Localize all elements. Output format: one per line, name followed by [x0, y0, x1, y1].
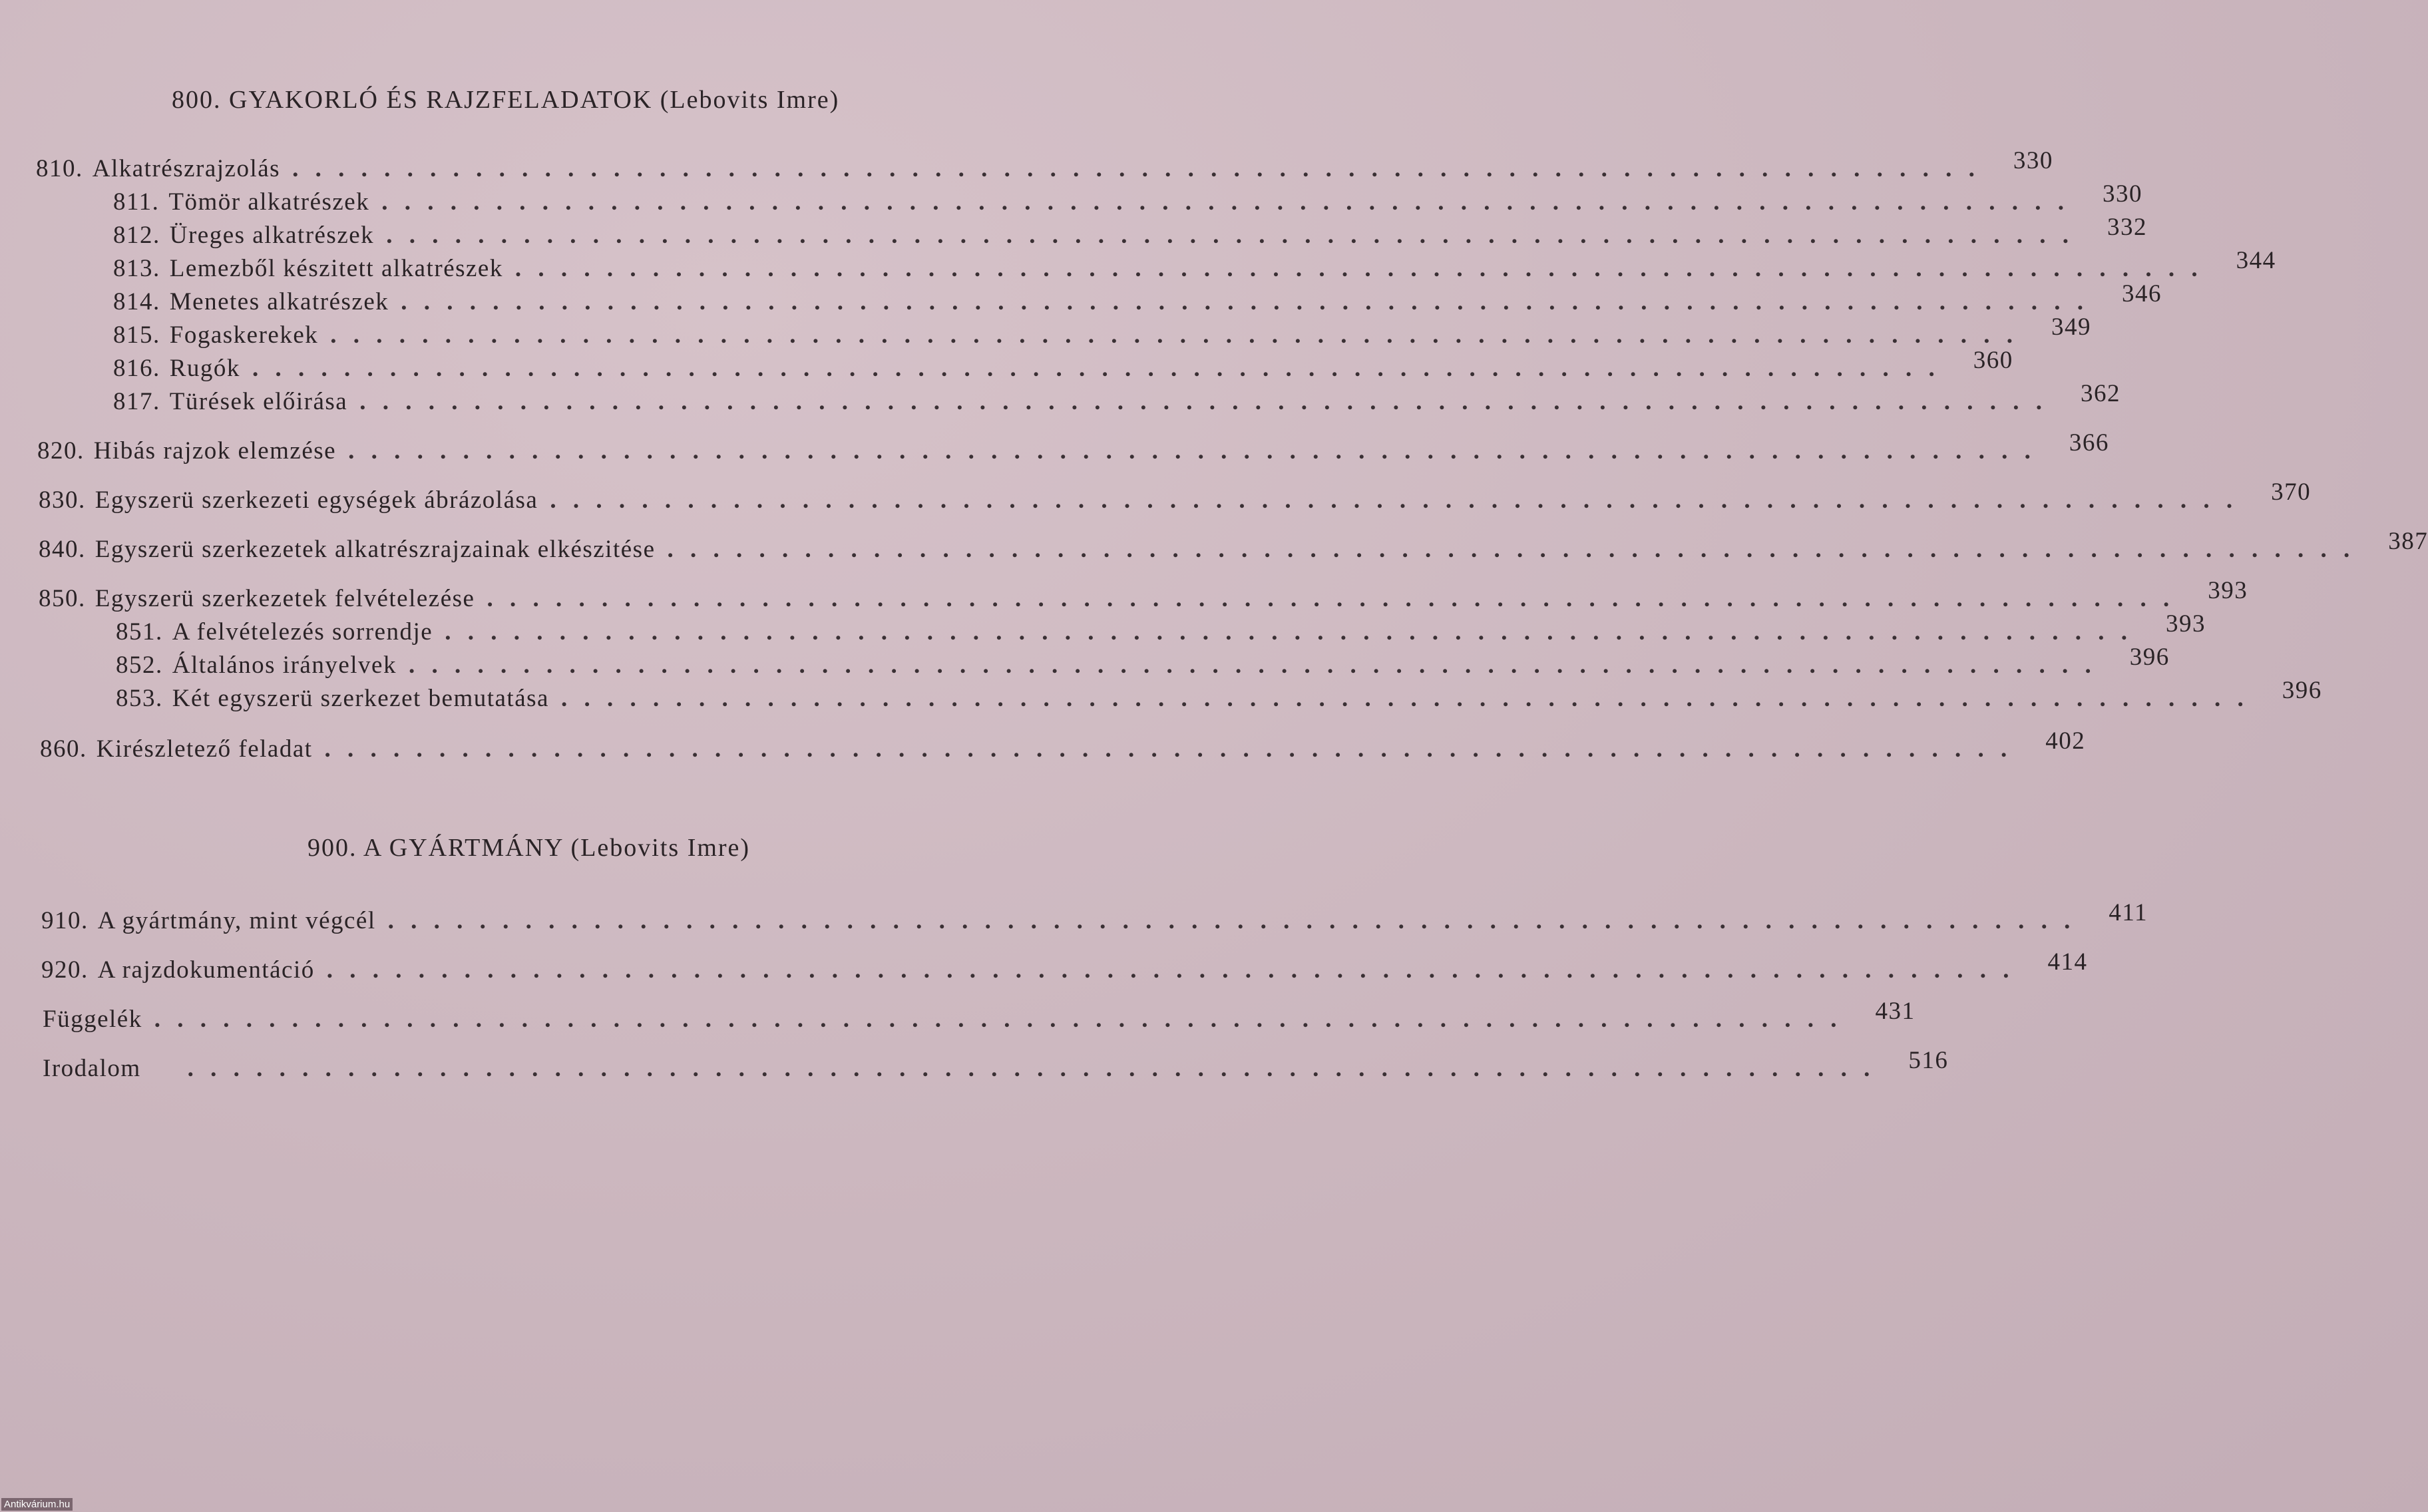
entry-number: 810. — [36, 155, 83, 182]
toc-entry — [37, 429, 2109, 465]
entry-number: 830. — [39, 486, 86, 514]
toc-entry — [39, 528, 2428, 564]
entry-number: 820. — [37, 437, 85, 465]
entry-page: 393 — [2208, 577, 2248, 604]
entry-title: Hibás rajzok elemzése — [93, 437, 337, 465]
entry-title: A gyártmány, mint végcél — [97, 907, 376, 934]
toc-entry — [113, 247, 2276, 283]
entry-title: Menetes alkatrészek — [169, 288, 389, 315]
entry-title: Irodalom — [43, 1055, 141, 1082]
toc-entry — [116, 644, 2170, 679]
entry-number: 853. — [116, 685, 163, 712]
toc-entry — [113, 380, 2121, 416]
entry-number: 860. — [40, 735, 87, 763]
entry-number: 851. — [116, 618, 163, 646]
toc-entry — [43, 1047, 1949, 1083]
entry-title: Egyszerü szerkezetek felvételezése — [95, 585, 475, 612]
dot-leader: . . . . . . . . . . . . . . . . . . . . . . . . . . . . . . . . . . . . . . . . . . . . . . . . . . . . . . . . . . . . . . . . . . . . . . . . . . — [154, 1006, 1842, 1033]
dot-leader: . . . . . . . . . . . . . . . . . . . . . . . . . . . . . . . . . . . . . . . . . . . . . . . . . . . . . . . . . . . . . . . . . . . . . . . . . . — [560, 685, 2249, 712]
entry-number: 850. — [39, 585, 86, 612]
entry-title: Fogaskerekek — [169, 321, 319, 349]
dot-leader: . . . . . . . . . . . . . . . . . . . . . . . . . . . . . . . . . . . . . . . . . . . . . . . . . . . . . . . . . . . . . . . . . . . . . . . . . . — [445, 618, 2132, 646]
dot-leader: . . . . . . . . . . . . . . . . . . . . . . . . . . . . . . . . . . . . . . . . . . . . . . . . . . . . . . . . . . . . . . . . . . . . . . . . . . — [187, 1055, 1876, 1082]
entry-page: 330 — [2013, 147, 2053, 174]
entry-page: 344 — [2236, 247, 2276, 274]
toc-entry — [113, 313, 2091, 349]
dot-leader: . . . . . . . . . . . . . . . . . . . . . . . . . . . . . . . . . . . . . . . . . . . . . . . . . . . . . . . . . . . . . . . . . . . . . . . . . . — [387, 907, 2076, 934]
toc-entry — [36, 147, 2053, 183]
entry-page: 330 — [2102, 180, 2142, 208]
entry-page: 431 — [1875, 998, 1916, 1025]
toc-entry — [116, 677, 2322, 713]
entry-title: A felvételezés sorrendje — [172, 618, 433, 646]
toc-entry — [116, 610, 2206, 646]
entry-number: 920. — [41, 956, 89, 984]
dot-leader: . . . . . . . . . . . . . . . . . . . . . . . . . . . . . . . . . . . . . . . . . . . . . . . . . . . . . . . . . . . . . . . . . . . . . . . . . . — [401, 288, 2089, 315]
entry-page: 396 — [2282, 677, 2322, 704]
dot-leader: . . . . . . . . . . . . . . . . . . . . . . . . . . . . . . . . . . . . . . . . . . . . . . . . . . . . . . . . . . . . . . . . . . . . . . . . . . — [252, 355, 1940, 382]
entry-title: Kirészletező feladat — [96, 735, 313, 763]
entry-page: 332 — [2107, 214, 2147, 241]
entry-number: 816. — [113, 355, 160, 382]
entry-page: 516 — [1908, 1047, 1949, 1074]
dot-leader: . . . . . . . . . . . . . . . . . . . . . . . . . . . . . . . . . . . . . . . . . . . . . . . . . . . . . . . . . . . . . . . . . . . . . . . . . . — [292, 155, 1980, 182]
entry-number: 814. — [113, 288, 160, 315]
toc-entry — [43, 998, 1916, 1034]
entry-title: Általános irányelvek — [172, 652, 397, 679]
entry-page: 349 — [2051, 313, 2091, 341]
entry-number: 815. — [113, 321, 160, 349]
dot-leader: . . . . . . . . . . . . . . . . . . . . . . . . . . . . . . . . . . . . . . . . . . . . . . . . . . . . . . . . . . . . . . . . . . . . . . . . . . — [326, 956, 2015, 984]
dot-leader: . . . . . . . . . . . . . . . . . . . . . . . . . . . . . . . . . . . . . . . . . . . . . . . . . . . . . . . . . . . . . . . . . . . . . . . . . . — [330, 321, 2018, 349]
dot-leader: . . . . . . . . . . . . . . . . . . . . . . . . . . . . . . . . . . . . . . . . . . . . . . . . . . . . . . . . . . . . . . . . . . . . . . . . . . — [487, 585, 2175, 612]
entry-number: 910. — [41, 907, 89, 934]
dot-leader: . . . . . . . . . . . . . . . . . . . . . . . . . . . . . . . . . . . . . . . . . . . . . . . . . . . . . . . . . . . . . . . . . . . . . . . . . . — [667, 536, 2355, 563]
toc-entry — [39, 577, 2248, 613]
section-heading-800: 800. GYAKORLÓ ÉS RAJZFELADATOK (Lebovits Imre) — [172, 86, 840, 114]
toc-entry — [113, 280, 2162, 316]
entry-title: Lemezből készitett alkatrészek — [169, 255, 503, 282]
entry-title: Üreges alkatrészek — [169, 222, 375, 249]
dot-leader: . . . . . . . . . . . . . . . . . . . . . . . . . . . . . . . . . . . . . . . . . . . . . . . . . . . . . . . . . . . . . . . . . . . . . . . . . . — [348, 437, 2036, 465]
entry-page: 360 — [1973, 347, 2013, 374]
entry-title: Rugók — [169, 355, 240, 382]
watermark: Antikvárium.hu — [1, 1498, 73, 1511]
dot-leader: . . . . . . . . . . . . . . . . . . . . . . . . . . . . . . . . . . . . . . . . . . . . . . . . . . . . . . . . . . . . . . . . . . . . . . . . . . — [359, 388, 2047, 415]
entry-title: A rajzdokumentáció — [97, 956, 315, 984]
entry-number: 813. — [113, 255, 160, 282]
entry-page: 411 — [2109, 899, 2148, 926]
dot-leader: . . . . . . . . . . . . . . . . . . . . . . . . . . . . . . . . . . . . . . . . . . . . . . . . . . . . . . . . . . . . . . . . . . . . . . . . . . — [408, 652, 2097, 679]
entry-page: 370 — [2271, 478, 2312, 506]
entry-title: Két egyszerü szerkezet bemutatása — [172, 685, 549, 712]
entry-page: 414 — [2047, 948, 2088, 976]
toc-entry — [39, 478, 2312, 514]
toc-entry — [41, 948, 2088, 984]
entry-page: 393 — [2165, 610, 2206, 638]
entry-title: Függelék — [43, 1006, 142, 1033]
entry-number: 840. — [39, 536, 86, 563]
entry-title: Alkatrészrajzolás — [92, 155, 281, 182]
entry-number: 817. — [113, 388, 160, 415]
entry-page: 366 — [2069, 429, 2109, 457]
entry-title: Türések előirása — [169, 388, 348, 415]
entry-page: 396 — [2129, 644, 2170, 671]
entry-title: Egyszerü szerkezeti egységek ábrázolása — [95, 486, 538, 514]
entry-title: Tömör alkatrészek — [168, 188, 370, 216]
dot-leader: . . . . . . . . . . . . . . . . . . . . . . . . . . . . . . . . . . . . . . . . . . . . . . . . . . . . . . . . . . . . . . . . . . . . . . . . . . — [386, 222, 2074, 249]
entry-title: Egyszerü szerkezetek alkatrészrajzainak elkészitése — [95, 536, 656, 563]
dot-leader: . . . . . . . . . . . . . . . . . . . . . . . . . . . . . . . . . . . . . . . . . . . . . . . . . . . . . . . . . . . . . . . . . . . . . . . . . . — [550, 486, 2238, 514]
entry-page: 346 — [2122, 280, 2162, 307]
dot-leader: . . . . . . . . . . . . . . . . . . . . . . . . . . . . . . . . . . . . . . . . . . . . . . . . . . . . . . . . . . . . . . . . . . . . . . . . . . — [514, 255, 2203, 282]
toc-entry — [113, 180, 2142, 216]
toc-entry — [40, 727, 2086, 763]
entry-number: 852. — [116, 652, 163, 679]
entry-page: 402 — [2045, 727, 2086, 755]
entry-number: 812. — [113, 222, 160, 249]
toc-entry — [41, 899, 2148, 935]
section-heading-900: 900. A GYÁRTMÁNY (Lebovits Imre) — [307, 834, 751, 862]
toc-entry — [113, 214, 2147, 250]
toc-entry — [113, 347, 2013, 383]
dot-leader: . . . . . . . . . . . . . . . . . . . . . . . . . . . . . . . . . . . . . . . . . . . . . . . . . . . . . . . . . . . . . . . . . . . . . . . . . . — [324, 735, 2013, 763]
entry-page: 362 — [2080, 380, 2121, 407]
dot-leader: . . . . . . . . . . . . . . . . . . . . . . . . . . . . . . . . . . . . . . . . . . . . . . . . . . . . . . . . . . . . . . . . . . . . . . . . . . — [381, 188, 2069, 216]
entry-page: 387 — [2388, 528, 2428, 555]
entry-number: 811. — [113, 188, 160, 216]
